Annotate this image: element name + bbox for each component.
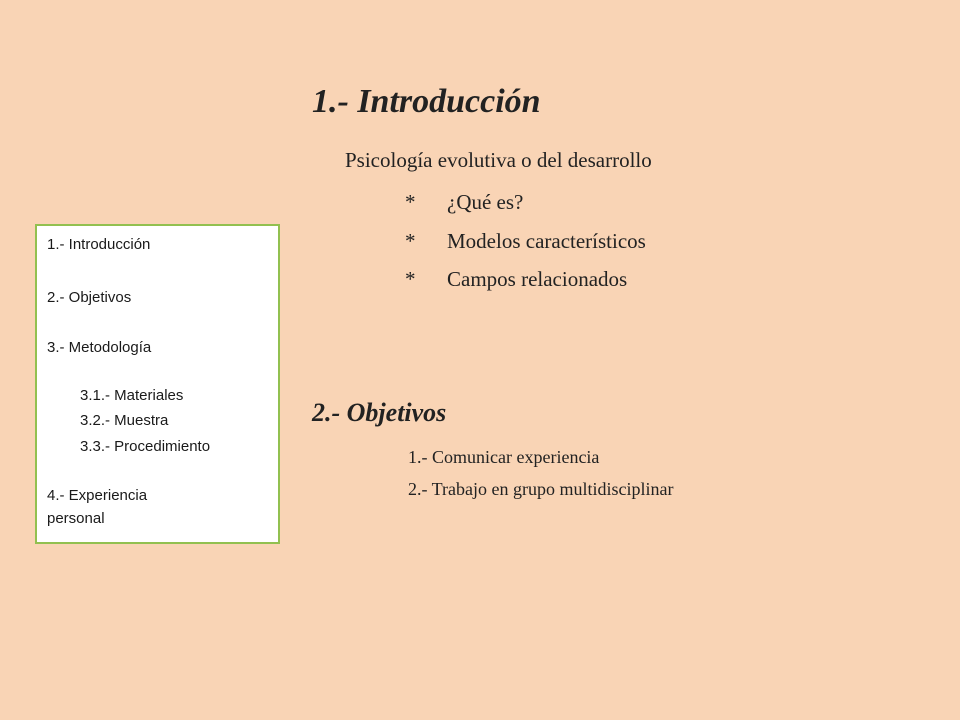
bullet-item (405, 265, 627, 293)
objective-item: 2.- Trabajo en grupo multidisciplinar (408, 479, 674, 499)
toc-item-experiencia-cont: personal (47, 510, 105, 527)
objective-item: 1.- Comunicar experiencia (408, 447, 600, 467)
bullet-text: ¿Qué es? (447, 190, 524, 214)
toc-subitem-muestra: 3.2.- Muestra (80, 412, 169, 429)
section-title-objetivos: 2.- Objetivos (312, 398, 447, 427)
section-title-introduccion: 1.- Introducción (312, 83, 541, 120)
toc-subitem-procedimiento: 3.3.- Procedimiento (80, 438, 211, 455)
section-subtitle: Psicología evolutiva o del desarrollo (345, 148, 652, 172)
bullet-text: Campos relacionados (447, 267, 628, 291)
toc-item-objetivos: 2.- Objetivos (47, 289, 132, 306)
table-of-contents-box (35, 224, 280, 544)
bullet-marker: * (405, 229, 416, 253)
toc-item-experiencia: 4.- Experiencia (47, 487, 148, 504)
bullet-item (405, 227, 646, 255)
toc-item-introduccion: 1.- Introducción (47, 236, 151, 253)
bullet-marker: * (405, 267, 416, 291)
bullet-item (405, 188, 523, 216)
bullet-marker: * (405, 190, 416, 214)
toc-item-metodologia: 3.- Metodología (47, 339, 152, 356)
toc-subitem-materiales: 3.1.- Materiales (80, 387, 184, 404)
bullet-text: Modelos característicos (447, 229, 646, 253)
